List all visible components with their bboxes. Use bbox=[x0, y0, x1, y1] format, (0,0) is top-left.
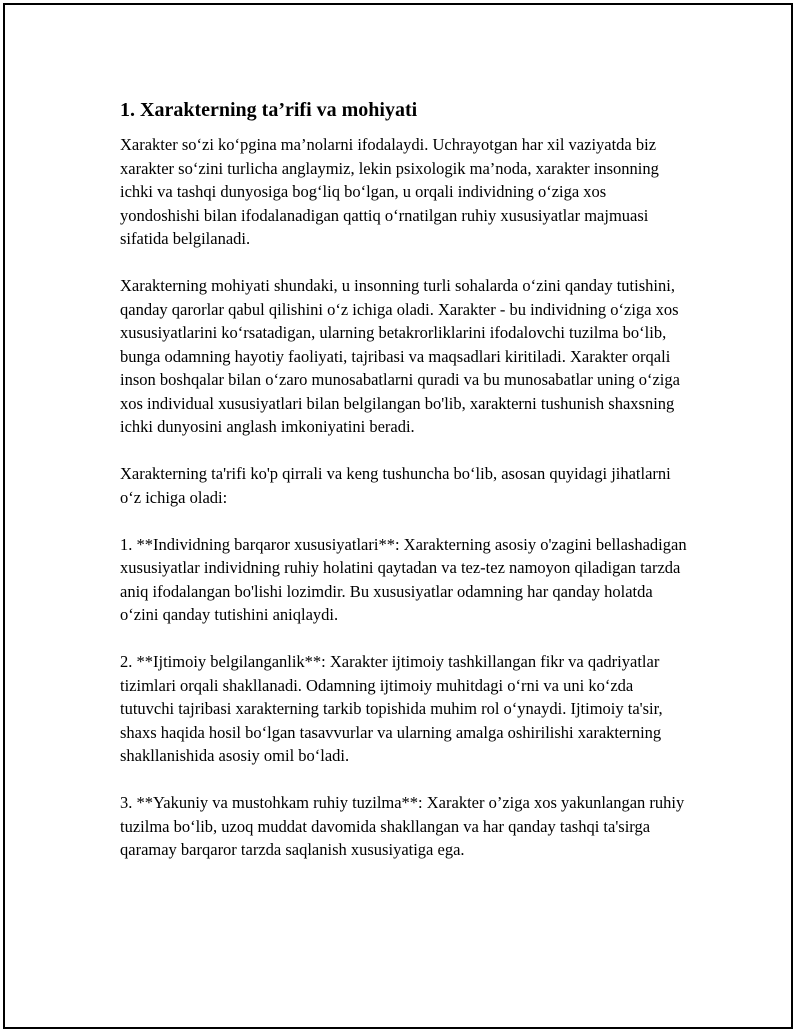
paragraph-spacer bbox=[120, 251, 690, 275]
paragraph-point-2: 2. **Ijtimoiy belgilanganlik**: Xarakter ijtimoiy tashkillangan fikr va qadriyatlar tizimlari orqali shakllanadi. Odamning ijtimoiy muhitdagi o‘rni va uni ko‘zda tutuvchi tajribasi xarakterning tarkib topishida muhim rol o‘ynaydi. Ijtimoiy ta'sir, shaxs haqida hosil bo‘lgan tasavvurlar va ularning amalga oshirilishi xarakterning shakllanishida asosiy omil bo‘ladi. bbox=[120, 652, 663, 765]
paragraph-aspects-intro: Xarakterning ta'rifi ko'p qirrali va keng tushuncha bo‘lib, asosan quyidagi jihatlarni o‘z ichiga oladi: bbox=[120, 464, 671, 507]
document-page bbox=[3, 3, 793, 1029]
paragraph-point-1: 1. **Individning barqaror xususiyatlari**: Xarakterning asosiy o'zagini bellashadigan xususiyatlar individning ruhiy holatini qaytadan va tez-tez namoyon qiladigan tarzda aniq ifodalangan bo'lishi lozimdir. Bu xususiyatlar odamning har qanday holatda o‘zini qanday tutishini aniqlaydi. bbox=[120, 534, 687, 624]
paragraph-spacer bbox=[120, 509, 690, 533]
paragraph-definition: Xarakter so‘zi ko‘pgina ma’nolarni ifodalaydi. Uchrayotgan har xil vaziyatda biz xarakter so‘zini turlicha anglaymiz, lekin psixologik ma’noda, xarakter insonning ichki va tashqi dunyosiga bog‘liq bo‘lgan, u orqali individning o‘ziga xos yondoshishi bilan ifodalanadigan qattiq o‘rnatilgan ruhiy xususiyatlar majmuasi sifatida belgilanadi. bbox=[120, 135, 659, 248]
paragraph-essence: Xarakterning mohiyati shundaki, u insonning turli sohalarda o‘zini qanday tutishini, qanday qarorlar qabul qilishini o‘z ichiga oladi. Xarakter - bu individning o‘ziga xos xususiyatlarini ko‘rsatadigan, ularning betakrorliklarini ifodalovchi tuzilma bo‘lib, bunga odamning hayotiy faoliyati, tajribasi va maqsadlari kiritiladi. Xarakter orqali inson boshqalar bilan o‘zaro munosabatlarni quradi va bu munosabatlar uning o‘ziga xos individual xususiyatlari bilan belgilangan bo'lib, xarakterni tushunish shaxsning ichki dunyosini anglash imkoniyatini beradi. bbox=[120, 276, 680, 436]
paragraph-point-3: 3. **Yakuniy va mustohkam ruhiy tuzilma**: Xarakter o’ziga xos yakunlangan ruhiy tuzilma bo‘lib, uzoq muddat davomida shakllangan va har qanday tashqi ta'sirga qaramay barqaror tarzda saqlanish xususiyatiga ega. bbox=[120, 793, 685, 859]
paragraph-spacer bbox=[120, 439, 690, 463]
section-heading: 1. Xarakterning ta’rifi va mohiyati bbox=[120, 99, 418, 121]
paragraph-spacer bbox=[120, 768, 690, 792]
paragraph-spacer bbox=[120, 627, 690, 651]
document-content bbox=[120, 97, 690, 862]
